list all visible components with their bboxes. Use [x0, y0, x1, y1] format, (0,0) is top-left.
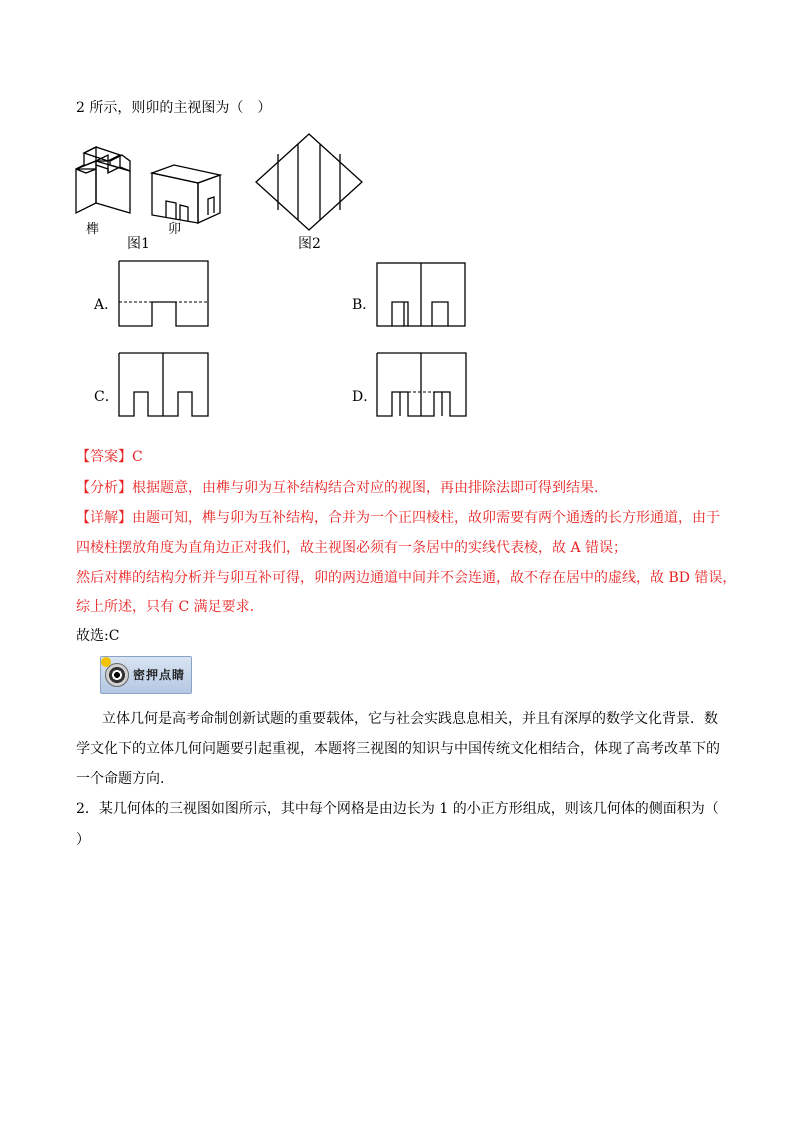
commentary-line-2: 学文化下的立体几何问题要引起重视，本题将三视图的知识与中国传统文化相结合，体现了高考改革下的 [76, 741, 720, 757]
answer-line [76, 447, 143, 467]
commentary-line-3: 一个命题方向. [76, 771, 165, 787]
commentary-line-1: 立体几何是高考命制创新试题的重要载体，它与社会实践息息相关，并且有深厚的数学文化背景．数 [102, 711, 718, 727]
option-a-figure[interactable] [118, 260, 210, 328]
answer-value: C [132, 449, 143, 465]
figure2-caption: 图2 [298, 236, 321, 252]
final-choice: 故选:C [76, 628, 120, 644]
option-c-label[interactable]: C． [94, 389, 119, 405]
analysis-tag: 【分析】 [76, 480, 132, 496]
detail-text-1: 由题可知，榫与卯为互补结构，合并为一个正四棱柱，故卯需要有两个通透的长方形通道，由于 [132, 510, 720, 526]
key-points-badge [100, 656, 192, 694]
figure2-diamond [254, 132, 364, 232]
option-a-label[interactable]: A． [94, 297, 119, 313]
figure1-tenon-mortise [70, 125, 230, 235]
option-c-figure[interactable] [118, 352, 210, 418]
tenon-label: 榫 [86, 221, 100, 236]
option-b-figure[interactable] [376, 262, 468, 328]
mortise-label: 卯 [168, 221, 182, 236]
question2-line-2: ） [76, 832, 90, 848]
detail-line-4: 综上所述，只有 C 满足要求. [76, 599, 255, 615]
detail-tag: 【详解】 [76, 510, 132, 526]
analysis-line [76, 478, 598, 498]
figure1-caption: 图1 [127, 236, 150, 252]
question2-line-1: 2．某几何体的三视图如图所示，其中每个网格是由边长为 1 的小正方形组成，则该几何体的侧面积为（ [76, 801, 719, 817]
target-icon [105, 663, 129, 687]
detail-line-2: 四棱柱摆放角度为直角边正对我们，故主视图必须有一条居中的实线代表棱，故 A 错误； [76, 540, 628, 556]
detail-line-3: 然后对榫的结构分析并与卯互补可得，卯的两边通道中间并不会连通，故不存在居中的虚线，故 BD 错误， [76, 570, 737, 586]
analysis-text: 根据题意，由榫与卯为互补结构结合对应的视图，再由排除法即可得到结果. [132, 480, 599, 496]
option-d-figure[interactable] [376, 352, 468, 418]
answer-tag: 【答案】 [76, 449, 132, 465]
option-b-label[interactable]: B． [352, 297, 377, 313]
detail-line-1 [76, 508, 720, 528]
question-text: 2 所示，则卯的主视图为（ ） [76, 100, 272, 116]
option-d-label[interactable]: D． [352, 389, 378, 405]
star-icon [101, 657, 111, 667]
badge-text: 密押点睛 [133, 668, 186, 682]
